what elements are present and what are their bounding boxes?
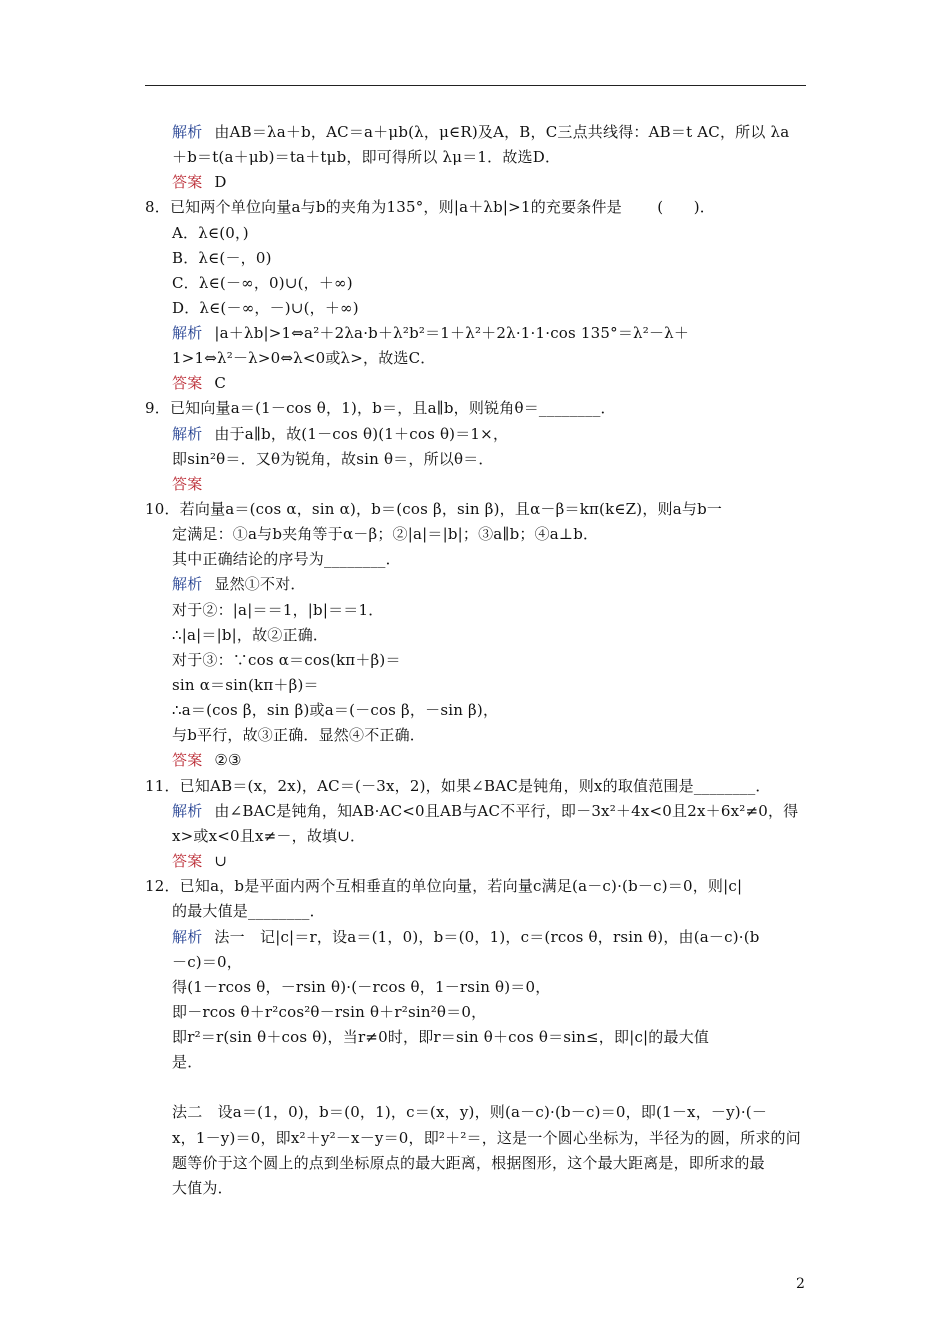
line-text: 法二 设a＝(1，0)，b＝(0，1)，c＝(x，y)，则(a－c)·(b－c)＝0，即(1－x，－y)·(－ (172, 1103, 768, 1121)
line-text: sin α＝sin(kπ＋β)＝ (172, 676, 319, 694)
analysis-label: 解析 (172, 425, 203, 443)
text-line (172, 448, 494, 470)
text-line (172, 473, 214, 495)
line-text: 大值为． (172, 1179, 233, 1197)
line-text: 1>1⇔λ²－λ>0⇔λ<0或λ>，故选C． (172, 349, 436, 367)
text-line (172, 825, 365, 847)
line-text: 对于③：∵cos α＝cos(kπ＋β)＝ (172, 651, 401, 669)
answer-label: 答案 (172, 173, 203, 191)
text-line (145, 775, 771, 797)
text-line (172, 121, 789, 143)
text-line (145, 875, 742, 897)
line-text: 由于a∥b，故(1－cos θ)(1＋cos θ)＝1×， (214, 425, 509, 443)
line-text: 题等价于这个圆上的点到坐标原点的最大距离，根据图形，这个最大距离是，即所求的最 (172, 1154, 765, 1172)
answer-label: 答案 (172, 475, 203, 493)
text-line (172, 699, 498, 721)
line-text: 是． (172, 1053, 203, 1071)
text-line (172, 800, 798, 822)
text-line (172, 674, 319, 696)
line-text: 10．若向量a＝(cos α，sin α)，b＝(cos β，sin β)，且α－β＝kπ(k∈Z)，则a与b一 (145, 500, 723, 518)
text-line (145, 397, 616, 419)
line-text: 9．已知向量a＝(1－cos θ，1)，b＝，且a∥b，则锐角θ＝________． (145, 399, 616, 417)
line-text: |a＋λb|>1⇔a²＋2λa·b＋λ²b²＝1＋λ²＋2λ·1·1·cos 135°＝λ²－λ＋ (214, 324, 690, 342)
text-line (172, 624, 328, 646)
line-text: 对于②：|a|＝＝1，|b|＝＝1． (172, 601, 384, 619)
text-line (172, 649, 401, 671)
line-text: 即sin²θ＝．又θ为锐角，故sin θ＝，所以θ＝． (172, 450, 494, 468)
text-line (172, 247, 272, 269)
line-text: A．λ∈(0，) (172, 224, 249, 242)
line-text: x，1－y)＝0，即x²＋y²－x－y＝0，即²＋²＝，这是一个圆心坐标为，半径为的圆，所求的问 (172, 1129, 801, 1147)
line-text: 11．已知AB＝(x，2x)，AC＝(－3x，2)，如果∠BAC是钝角，则x的取值范围是________． (145, 777, 771, 795)
text-line (172, 1051, 202, 1073)
text-line (172, 1177, 233, 1199)
line-text: 其中正确结论的序号为________． (172, 550, 401, 568)
line-text: 得(1－rcos θ，－rsin θ)·(－rcos θ，1－rsin θ)＝0， (172, 978, 551, 996)
text-line (172, 523, 598, 545)
line-text: ∴|a|＝|b|，故②正确． (172, 626, 329, 644)
text-line (172, 951, 242, 973)
text-line (172, 850, 227, 872)
text-line (172, 347, 436, 369)
line-text: 法一 记|c|＝r，设a＝(1，0)，b＝(0，1)，c＝(rcos θ，rsin θ)，由(a－c)·(b (214, 928, 760, 946)
line-text: 即r²＝r(sin θ＋cos θ)，当r≠0时，即r＝sin θ＋cos θ＝sin≤，即|c|的最大值 (172, 1028, 710, 1046)
text-line (172, 1001, 486, 1023)
line-text: x>或x<0且x≠－，故填∪． (172, 827, 366, 845)
text-line (172, 297, 359, 319)
text-line (172, 976, 550, 998)
line-text: 由AB＝λa＋b，AC＝a＋μb(λ，μ∈R)及A，B，C三点共线得：AB＝t AC，所以 λa (214, 123, 790, 141)
line-text: ∪ (214, 852, 228, 870)
text-line (172, 900, 325, 922)
line-text: ②③ (214, 751, 242, 769)
text-line (172, 171, 227, 193)
text-line (172, 322, 689, 344)
line-text: 12．已知a，b是平面内两个互相垂直的单位向量，若向量c满足(a－c)·(b－c)＝0，则|c| (145, 877, 743, 895)
text-line (145, 498, 722, 520)
answer-label: 答案 (172, 852, 203, 870)
text-line (172, 1101, 767, 1123)
text-line (172, 372, 226, 394)
text-line (172, 926, 760, 948)
text-line (172, 222, 249, 244)
text-line (172, 548, 401, 570)
text-line (172, 146, 560, 168)
text-line (172, 1026, 709, 1048)
analysis-label: 解析 (172, 802, 203, 820)
answer-label: 答案 (172, 374, 203, 392)
text-line (172, 749, 242, 771)
line-text: －c)＝0， (172, 953, 242, 971)
text-line (145, 196, 715, 218)
line-text: 的最大值是________． (172, 902, 325, 920)
line-text: ∴a＝(cos β，sin β)或a＝(－cos β，－sin β)， (172, 701, 499, 719)
text-line (172, 423, 508, 445)
line-text: D．λ∈(－∞，－)∪(，＋∞) (172, 299, 359, 317)
line-text: ＋b＝t(a＋μb)＝ta＋tμb，即可得所以 λμ＝1．故选D． (172, 148, 561, 166)
line-text: 即－rcos θ＋r²cos²θ－rsin θ＋r²sin²θ＝0， (172, 1003, 487, 1021)
line-text: C (214, 374, 227, 392)
line-text: 与b平行，故③正确．显然④不正确． (172, 726, 426, 744)
analysis-label: 解析 (172, 928, 203, 946)
analysis-label: 解析 (172, 575, 203, 593)
line-text: B．λ∈(－，0) (172, 249, 272, 267)
answer-label: 答案 (172, 751, 203, 769)
text-line (172, 573, 306, 595)
text-line (172, 1127, 801, 1149)
analysis-label: 解析 (172, 123, 203, 141)
text-line (172, 599, 383, 621)
line-text: 定满足：①a与b夹角等于α－β；②|a|＝|b|；③a∥b；④a⊥b． (172, 525, 599, 543)
text-line (172, 724, 425, 746)
text-line (172, 1152, 765, 1174)
analysis-label: 解析 (172, 324, 203, 342)
page-number: 2 (796, 1276, 805, 1292)
line-text: 由∠BAC是钝角，知AB·AC<0且AB与AC不平行，即－3x²＋4x<0且2x＋6x²≠0，得 (214, 802, 799, 820)
header-rule (145, 85, 806, 86)
line-text: C．λ∈(－∞，0)∪(，＋∞) (172, 274, 353, 292)
text-line (172, 272, 353, 294)
line-text: 8．已知两个单位向量a与b的夹角为135°，则|a＋λb|>1的充要条件是 ( )． (145, 198, 715, 216)
line-text: 显然①不对． (214, 575, 306, 593)
line-text: D (214, 173, 227, 191)
